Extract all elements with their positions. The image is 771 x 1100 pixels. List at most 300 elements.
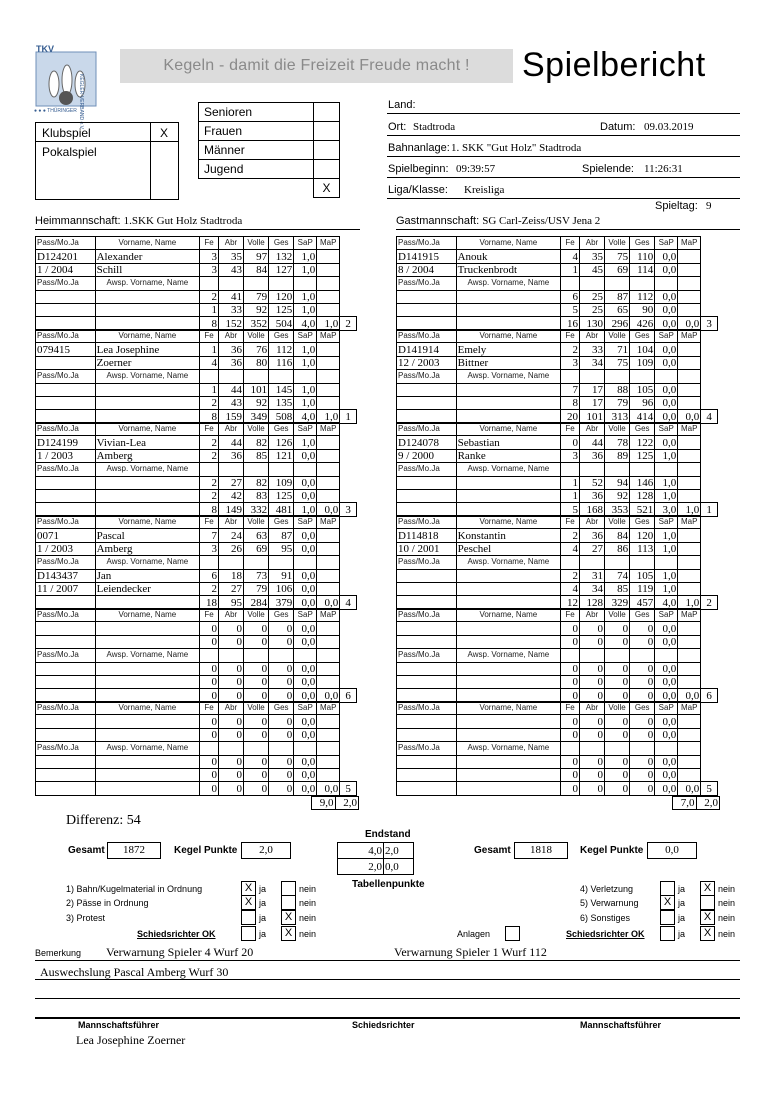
blank [561,742,580,755]
map-cell [678,383,701,396]
sum-volle: 0 [605,782,630,795]
blank [561,649,580,662]
sum-abr: 152 [218,317,243,330]
score-volle: 0 [605,635,630,648]
nein-checkbox[interactable] [281,881,296,896]
score-ges: 96 [630,396,655,409]
home-team-heading [35,215,242,227]
spacer [701,463,718,476]
player-row [397,343,718,356]
blank [244,370,269,383]
score-fe: 4 [561,250,580,263]
sum-volle: 0 [605,689,630,702]
endstand-table [337,842,414,875]
col-header-map: MaP [678,702,701,715]
player-name [456,715,561,728]
col-header-fe: Fe [200,609,219,622]
score-fe: 2 [561,569,580,582]
spacer [701,742,718,755]
map-cell [678,675,701,688]
map-cell [317,529,340,542]
ja-label: ja [259,913,267,923]
spacer [701,277,718,290]
check-label: 1) Bahn/Kugelmaterial in Ordnung [66,884,203,894]
ja-checkbox[interactable] [660,926,675,941]
score-sap: 0,0 [655,263,678,276]
score-sap: 0,0 [294,622,317,635]
col-header-volle: Volle [605,330,630,343]
score-volle: 85 [244,449,269,462]
score-ges: 110 [630,250,655,263]
score-ges: 0 [269,755,294,768]
score-abr: 0 [218,715,243,728]
score-abr: 35 [218,250,243,263]
sum-ges: 414 [630,410,655,423]
endstand-home: 4,0 [338,843,384,859]
match-number: 6 [701,689,718,702]
map-cell [317,449,340,462]
score-fe: 0 [561,635,580,648]
header-row [397,330,718,343]
player-row [397,383,718,396]
score-volle: 94 [605,476,630,489]
player-name [456,755,561,768]
score-volle: 79 [244,290,269,303]
score-abr: 36 [218,449,243,462]
score-fe: 3 [200,263,219,276]
player-row [36,768,357,781]
score-sap: 0,0 [655,755,678,768]
schiedsrichter-label: Schiedsrichter [352,1020,415,1030]
guest-gesamt-value: 1818 [514,842,568,859]
player-row [36,529,357,542]
score-abr: 0 [579,622,604,635]
sum-fe: 5 [561,503,580,516]
col-header-volle: Volle [244,330,269,343]
spacer [701,768,718,781]
sum-volle: 313 [605,410,630,423]
sum-fe: 18 [200,596,219,609]
score-volle: 82 [244,436,269,449]
sum-abr: 159 [218,410,243,423]
score-volle: 87 [605,290,630,303]
score-fe: 3 [200,542,219,555]
col-header-ges: Ges [630,609,655,622]
score-abr: 36 [579,449,604,462]
nein-checkbox[interactable]: X [700,881,715,896]
player-name [456,635,561,648]
sum-abr: 149 [218,503,243,516]
sub-header-row [36,277,357,290]
col-header-sub-name: Awsp. Vorname, Name [95,556,200,569]
score-volle: 65 [605,303,630,316]
col-header-volle: Volle [244,423,269,436]
blank [605,742,630,755]
player-row [397,675,718,688]
score-ges: 109 [630,356,655,369]
col-header-volle: Volle [244,609,269,622]
spielende-value: 11:26:31 [644,163,683,175]
col-header-map: MaP [317,609,340,622]
col-header-sub-name: Awsp. Vorname, Name [95,742,200,755]
score-sap: 1,0 [655,569,678,582]
pass-number [36,768,96,781]
pass-number [36,290,96,303]
guest-kegelpunkte-value: 0,0 [647,842,697,859]
sum-ges: 379 [269,596,294,609]
col-header-sap: SaP [294,702,317,715]
score-fe: 0 [200,728,219,741]
liga-label: Liga/Klasse: [388,184,448,196]
map-cell [678,569,701,582]
blank [244,742,269,755]
map-cell [317,542,340,555]
player-row [36,476,357,489]
col-header-fe: Fe [561,702,580,715]
differenz: Differenz: 54 [66,813,141,828]
player-row [397,436,718,449]
check-label: Schiedsrichter OK [137,929,216,939]
pass-number [397,303,457,316]
home-team-name: 1.SKK Gut Holz Stadtroda [123,215,243,227]
score-ges: 0 [269,715,294,728]
blank [200,742,219,755]
sum-abr: 168 [579,503,604,516]
col-header-sub-name: Awsp. Vorname, Name [456,463,561,476]
player-row [36,449,357,462]
nein-checkbox[interactable]: X [281,926,296,941]
score-abr: 43 [218,263,243,276]
blank [605,370,630,383]
score-abr: 0 [218,755,243,768]
score-fe: 0 [561,755,580,768]
pass-number: 1 / 2003 [36,449,96,462]
spacer [340,290,357,303]
col-header-volle: Volle [605,516,630,529]
score-abr: 52 [579,476,604,489]
score-fe: 0 [200,715,219,728]
score-fe: 1 [561,489,580,502]
pass-number [397,635,457,648]
col-header-pass: Pass/Mo.Ja [397,516,457,529]
ja-checkbox[interactable]: X [241,895,256,910]
player-row [397,569,718,582]
blank [630,370,655,383]
spacer [701,449,718,462]
player-name [95,622,200,635]
col-header-sap: SaP [655,516,678,529]
blank [655,370,678,383]
map-cell [317,768,340,781]
score-ges: 146 [630,476,655,489]
map-cell [317,715,340,728]
sub-header-row [397,649,718,662]
header-row [397,516,718,529]
ja-checkbox[interactable] [660,910,675,925]
spacer [340,370,357,383]
player-block [35,422,357,517]
ja-checkbox[interactable] [660,881,675,896]
guest-totals [672,796,720,810]
blank [269,649,294,662]
score-volle: 0 [605,622,630,635]
col-header-map: MaP [678,609,701,622]
ja-label: ja [259,884,267,894]
spacer [701,423,718,436]
spacer [701,516,718,529]
score-fe: 3 [561,449,580,462]
anlagen-label: Anlagen [457,929,491,939]
score-volle: 0 [605,755,630,768]
score-sap: 0,0 [294,728,317,741]
col-header-pass: Pass/Mo.Ja [397,556,457,569]
col-header-ges: Ges [630,237,655,250]
ja-checkbox[interactable]: X [241,881,256,896]
match-number: 2 [340,317,357,330]
spacer [340,768,357,781]
player-name: Lea Josephine [95,343,200,356]
col-header-ges: Ges [269,516,294,529]
col-header-pass: Pass/Mo.Ja [397,742,457,755]
spacer [340,635,357,648]
spacer [340,529,357,542]
sum-abr: 0 [218,689,243,702]
score-fe: 0 [561,675,580,688]
spacer [701,582,718,595]
player-block [35,515,357,610]
liga-value: Kreisliga [464,184,505,196]
spacer [340,343,357,356]
col-header-pass: Pass/Mo.Ja [397,237,457,250]
sub-header-row [397,463,718,476]
col-header-sap: SaP [655,330,678,343]
player-name [95,476,200,489]
sum-fe: 0 [200,689,219,702]
map-cell [678,529,701,542]
score-sap: 1,0 [655,529,678,542]
pass-number: D124201 [36,250,96,263]
score-ges: 109 [269,476,294,489]
pass-number [36,622,96,635]
score-ges: 116 [269,356,294,369]
klubspiel-label: Klubspiel [42,126,91,140]
category-mark: X [314,179,340,198]
home-total-map: 2,0 [335,797,359,810]
spacer [340,463,357,476]
spacer [701,728,718,741]
ja-label: ja [678,929,686,939]
player-row [36,356,357,369]
col-header-map: MaP [678,330,701,343]
score-ges: 125 [269,303,294,316]
score-abr: 0 [579,635,604,648]
score-sap: 0,0 [655,728,678,741]
sum-sap: 0,0 [655,689,678,702]
pass-number [397,290,457,303]
slogan-banner: Kegeln - damit die Freizeit Freude macht ! [120,49,513,83]
blank [605,556,630,569]
blank [95,782,200,795]
home-totals [311,796,359,810]
blank [200,370,219,383]
nein-checkbox[interactable]: X [281,910,296,925]
spacer [701,383,718,396]
spacer [340,662,357,675]
pass-number: 10 / 2001 [397,542,457,555]
player-block [396,329,718,424]
score-fe: 0 [200,755,219,768]
category-label [199,179,314,198]
score-ges: 105 [630,569,655,582]
col-header-volle: Volle [244,516,269,529]
score-fe: 4 [561,542,580,555]
score-abr: 42 [218,489,243,502]
pass-number [36,755,96,768]
pass-number [397,569,457,582]
blank [456,782,561,795]
map-cell [678,343,701,356]
blank [655,649,678,662]
logo-bottom-text: ● ● ● THÜRINGER [34,108,77,114]
blank [218,463,243,476]
map-cell [317,356,340,369]
bahnanlage-value: 1. SKK "Gut Holz" Stadtroda [451,142,582,154]
col-header-sap: SaP [655,237,678,250]
col-header-fe: Fe [200,330,219,343]
pass-number [397,396,457,409]
sum-map: 1,0 [678,596,701,609]
sum-map: 1,0 [678,503,701,516]
score-abr: 31 [579,569,604,582]
sum-sap: 1,0 [294,503,317,516]
blank [200,277,219,290]
score-ges: 145 [269,383,294,396]
score-fe: 7 [561,383,580,396]
ja-label: ja [259,898,267,908]
sum-sap: 0,0 [655,317,678,330]
score-ges: 91 [269,569,294,582]
sum-map: 1,0 [317,317,340,330]
score-ges: 128 [630,489,655,502]
spacer [701,635,718,648]
blank [269,463,294,476]
score-ges: 132 [269,250,294,263]
player-row [397,768,718,781]
blank [294,742,317,755]
spacer [340,396,357,409]
col-header-pass: Pass/Mo.Ja [36,237,96,250]
player-row [36,728,357,741]
player-row [36,436,357,449]
score-ges: 0 [630,622,655,635]
score-ges: 126 [269,436,294,449]
blank [218,556,243,569]
col-header-pass: Pass/Mo.Ja [36,330,96,343]
player-row [36,715,357,728]
blank [317,370,340,383]
col-header-volle: Volle [605,423,630,436]
ja-checkbox[interactable] [241,910,256,925]
col-header-pass: Pass/Mo.Ja [397,463,457,476]
score-volle: 74 [605,569,630,582]
pass-number [397,662,457,675]
player-row [36,396,357,409]
score-volle: 73 [244,569,269,582]
col-header-sub-name: Awsp. Vorname, Name [95,649,200,662]
ja-label: ja [678,913,686,923]
score-fe: 6 [200,569,219,582]
blank [630,649,655,662]
map-cell [678,715,701,728]
blank [200,649,219,662]
sum-map: 1,0 [317,410,340,423]
score-fe: 6 [561,290,580,303]
score-abr: 25 [579,290,604,303]
player-name: Jan [95,569,200,582]
ja-checkbox[interactable]: X [660,895,675,910]
pass-number [36,635,96,648]
score-sap: 0,0 [655,622,678,635]
pass-number [36,489,96,502]
spacer [701,715,718,728]
pass-number: 9 / 2000 [397,449,457,462]
nein-checkbox[interactable] [281,895,296,910]
sub-header-row [397,277,718,290]
sum-abr: 95 [218,596,243,609]
map-cell [317,263,340,276]
spacer [340,250,357,263]
score-fe: 0 [561,768,580,781]
score-sap: 0,0 [655,662,678,675]
nein-checkbox[interactable] [700,895,715,910]
blank [579,742,604,755]
col-header-name: Vorname, Name [456,237,561,250]
sub-header-row [36,370,357,383]
ja-checkbox[interactable] [241,926,256,941]
nein-checkbox[interactable]: X [700,926,715,941]
anlagen-checkbox[interactable] [505,926,520,941]
col-header-map: MaP [678,516,701,529]
spacer [340,436,357,449]
map-cell [317,489,340,502]
score-sap: 0,0 [655,715,678,728]
player-block [396,701,718,796]
col-header-pass: Pass/Mo.Ja [397,330,457,343]
score-sap: 1,0 [294,290,317,303]
nein-checkbox[interactable]: X [700,910,715,925]
score-sap: 0,0 [655,290,678,303]
player-name: Vivian-Lea [95,436,200,449]
blank [655,742,678,755]
col-header-volle: Volle [605,609,630,622]
score-volle: 0 [605,715,630,728]
pass-number: 1 / 2003 [36,542,96,555]
nein-label: nein [299,898,317,908]
match-number: 5 [340,782,357,795]
player-row [36,303,357,316]
player-row [397,489,718,502]
score-sap: 0,0 [294,662,317,675]
home-gesamt-value: 1872 [107,842,161,859]
spacer [340,423,357,436]
score-volle: 0 [244,662,269,675]
guest-team-name: SG Carl-Zeiss/USV Jena 2 [482,215,601,227]
score-volle: 92 [244,303,269,316]
pass-number [36,476,96,489]
score-volle: 75 [605,250,630,263]
col-header-name: Vorname, Name [95,702,200,715]
score-fe: 0 [561,662,580,675]
